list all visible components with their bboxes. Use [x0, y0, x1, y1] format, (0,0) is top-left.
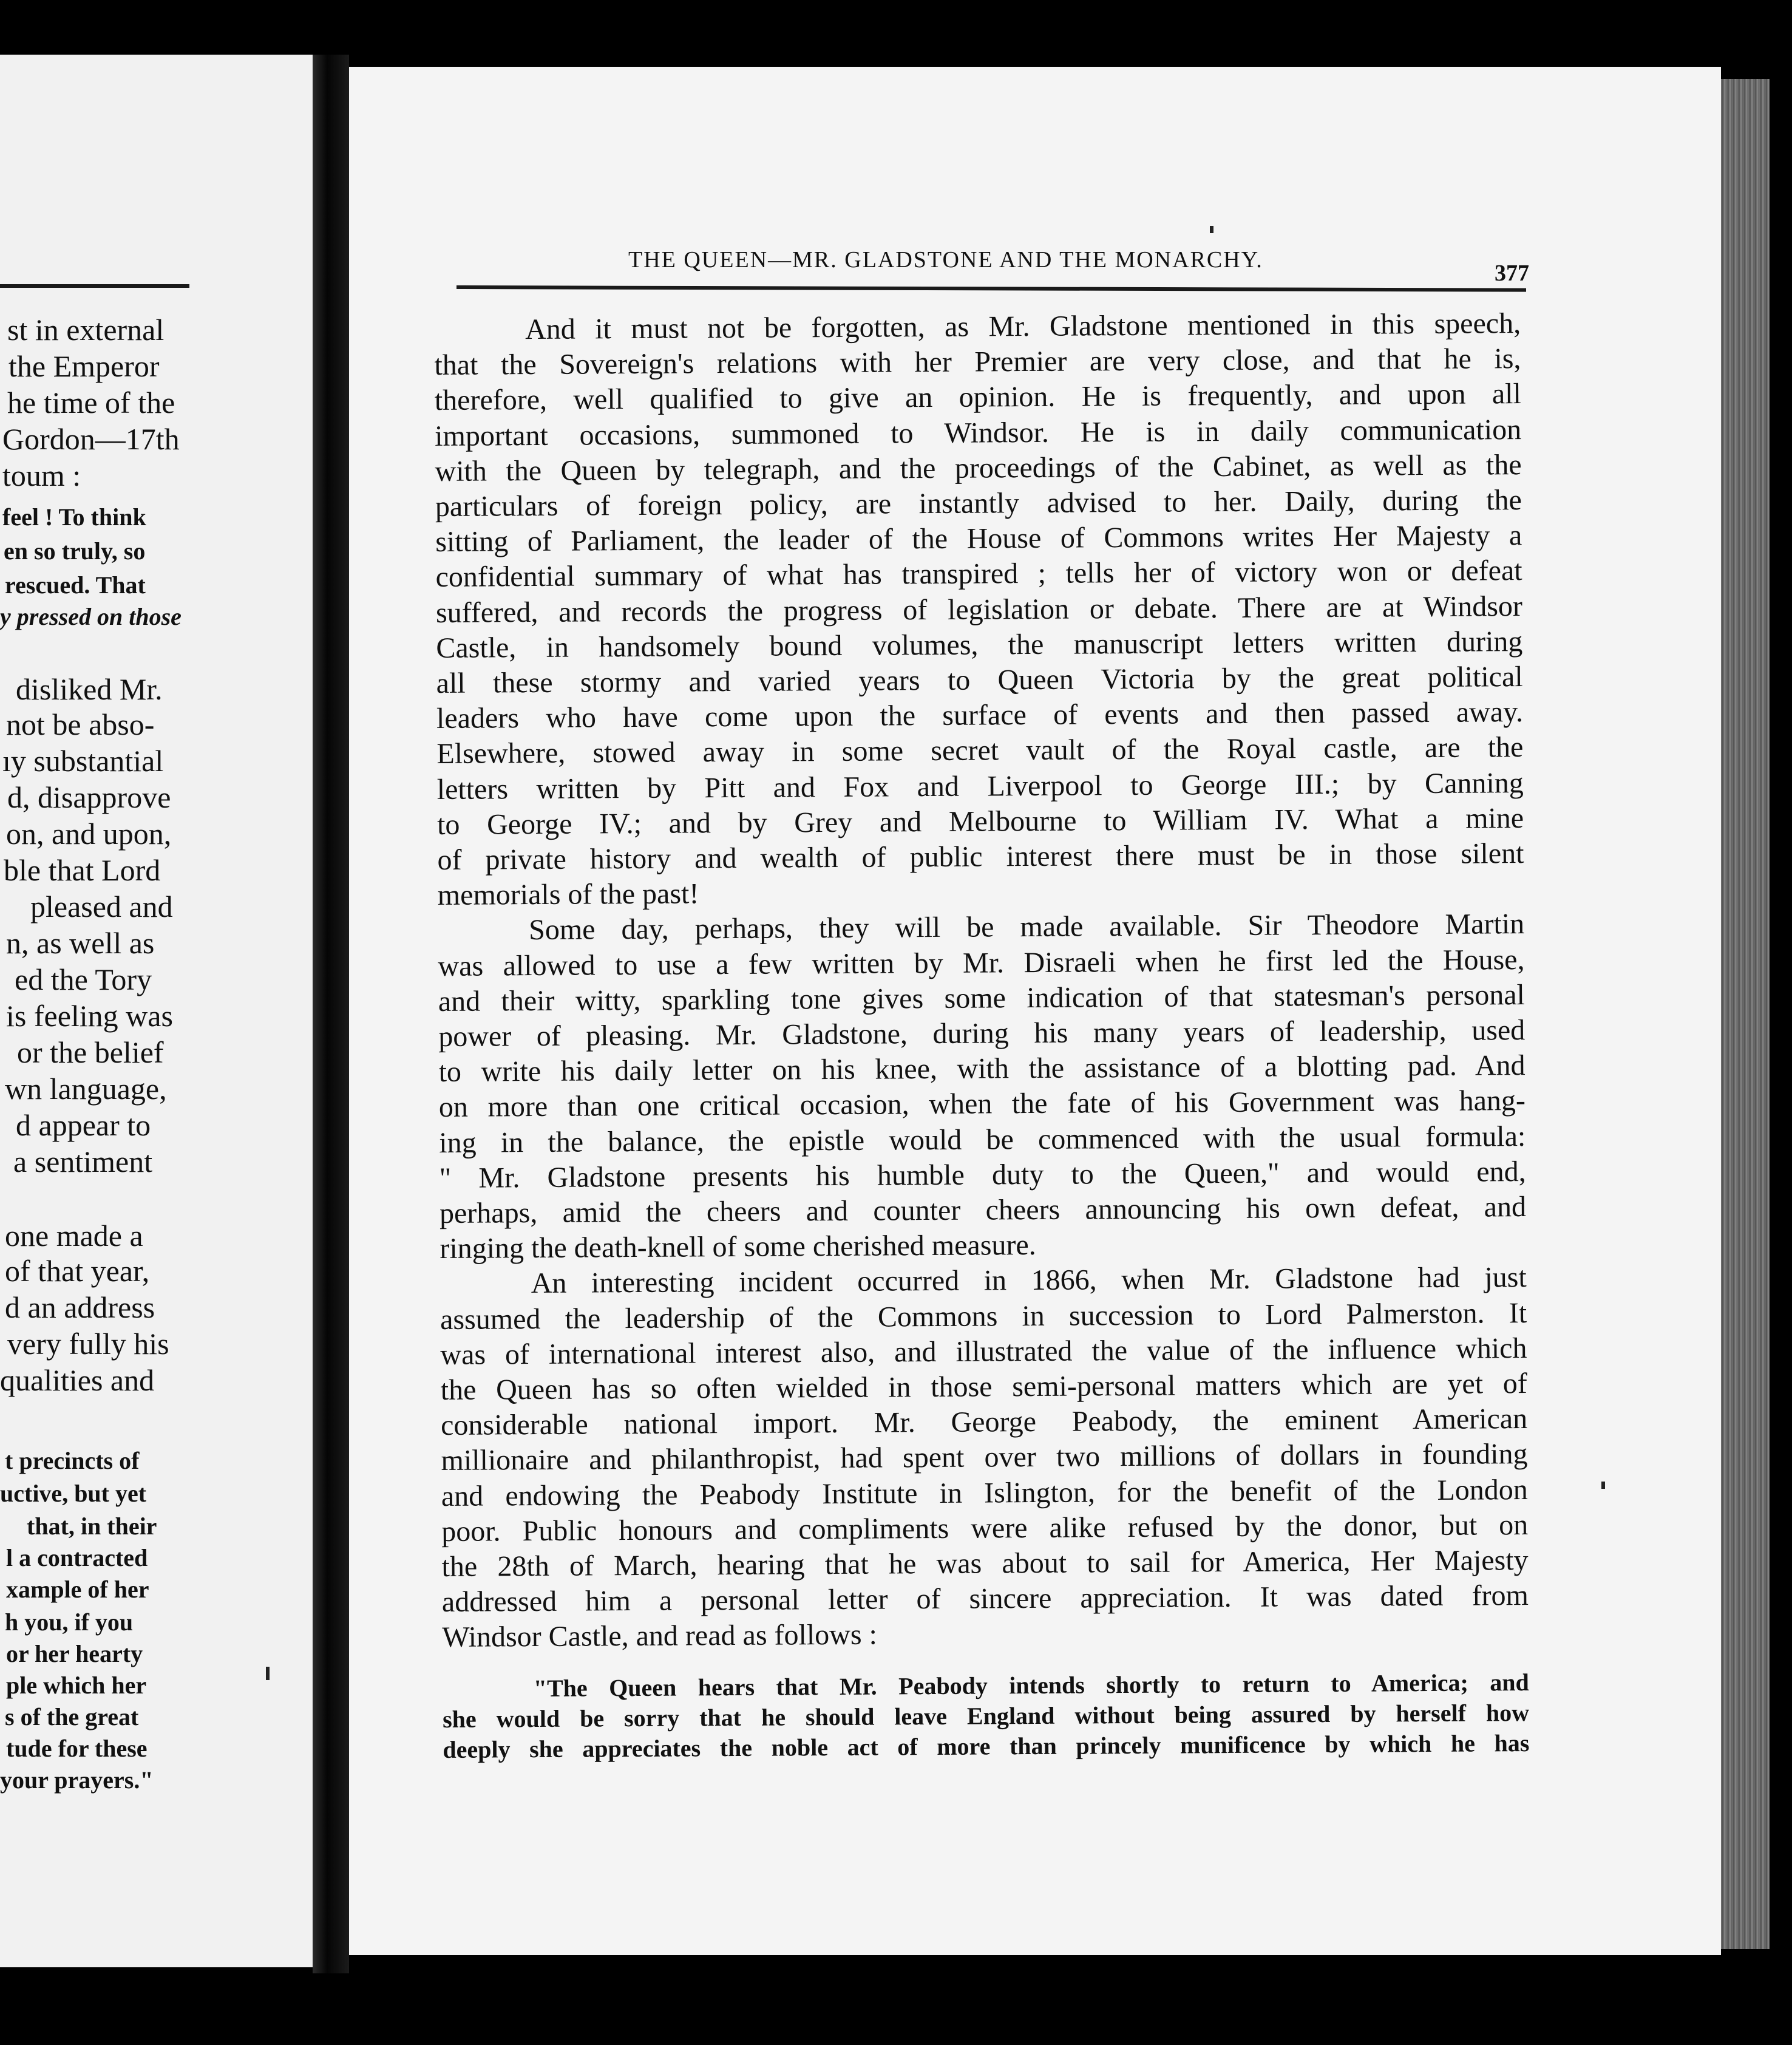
quoted-letter-line: she would be sorry that he should leave England without being assured by herself how	[442, 1698, 1530, 1733]
left-page-line: y pressed on those	[0, 603, 182, 630]
body-line: letters written by Pitt and Fox and Liverpool to George III.; by Canning	[436, 766, 1524, 806]
body-line: and endowing the Peabody Institute in Islington, for the benefit of the London	[441, 1473, 1529, 1512]
body-line: confidential summary of what has transpired ; tells her of victory won or defeat	[435, 554, 1522, 594]
left-page-line: one made a	[5, 1219, 143, 1253]
left-page-line: ble that Lord	[4, 853, 161, 887]
left-page-line: qualities and	[0, 1363, 155, 1397]
left-page-line: pleased and	[30, 890, 173, 924]
quoted-letter-line: "The Queen hears that Mr. Peabody intends shortly to return to America; and	[533, 1668, 1529, 1702]
body-line: memorials of the past!	[437, 877, 699, 912]
print-speck	[1210, 226, 1213, 233]
page-edge-stack	[1721, 79, 1770, 1949]
body-text	[434, 309, 1536, 1834]
left-page-line: ed the Tory	[15, 962, 152, 996]
left-page-line: of that year,	[5, 1254, 150, 1288]
left-page-line: uctive, but yet	[0, 1480, 147, 1507]
left-page-line: or her hearty	[6, 1640, 143, 1667]
left-page-line: a sentiment	[13, 1145, 153, 1179]
print-speck	[266, 1667, 270, 1680]
body-line: therefore, well qualified to give an opinion. He is frequently, and upon all	[434, 378, 1521, 417]
left-page-line: toum :	[2, 458, 81, 492]
book-gutter	[313, 55, 349, 1973]
left-page-line: wn language,	[5, 1072, 167, 1106]
body-line: of private history and wealth of public interest there must be in those silent	[437, 837, 1524, 876]
body-line: leaders who have come upon the surface of events and then passed away.	[436, 696, 1524, 735]
body-line: ringing the death-knell of some cherished measure.	[440, 1229, 1036, 1265]
left-page-line: rescued. That	[5, 571, 146, 599]
left-page-line: st in external	[7, 313, 165, 347]
left-page-line: is feeling was	[6, 999, 173, 1033]
body-line: ing in the balance, the epistle would be commenced with the usual formula:	[439, 1120, 1526, 1159]
left-page-line: s of the great	[5, 1703, 139, 1730]
left-page-line: d, disapprove	[7, 780, 171, 814]
body-line: addressed him a personal letter of sincere appreciation. It was dated from	[441, 1579, 1529, 1619]
left-page-line: en so truly, so	[4, 537, 146, 565]
left-page-line: d appear to	[16, 1108, 151, 1142]
left-page-line: ıy substantial	[2, 744, 164, 778]
body-line: " Mr. Gladstone presents his humble duty to the Queen," and would end,	[439, 1155, 1526, 1194]
left-page-line: that, in their	[27, 1512, 157, 1540]
body-line: particulars of foreign policy, are instantly advised to her. Daily, during the	[435, 484, 1522, 523]
body-line: all these stormy and varied years to Queen Victoria by the great political	[436, 661, 1523, 699]
body-line: sitting of Parliament, the leader of the House of Commons writes Her Majesty a	[435, 519, 1522, 559]
body-line: Elsewhere, stowed away in some secret vault of the Royal castle, are the	[436, 731, 1524, 771]
body-line: assumed the leadership of the Commons in succession to Lord Palmerston. It	[440, 1296, 1527, 1336]
left-header-rule	[0, 284, 189, 288]
body-line: Windsor Castle, and read as follows :	[442, 1618, 878, 1654]
left-page-line: very fully his	[7, 1327, 169, 1361]
body-line: And it must not be forgotten, as Mr. Gladstone mentioned in this speech,	[524, 307, 1521, 346]
running-head: THE QUEEN—MR. GLADSTONE AND THE MONARCHY.	[628, 247, 1263, 273]
left-page-line: Gordon—17th	[2, 422, 180, 456]
body-line: perhaps, amid the cheers and counter cheers announcing his own defeat, and	[439, 1191, 1527, 1230]
left-page	[0, 55, 321, 1967]
left-page-line: on, and upon,	[6, 817, 172, 851]
left-page-line: ple which her	[6, 1672, 147, 1699]
body-line: to George IV.; and by Grey and Melbourne to William IV. What a mine	[436, 801, 1524, 841]
left-page-line: l a contracted	[6, 1544, 148, 1571]
body-line: poor. Public honours and compliments were alike refused by the donor, but on	[441, 1508, 1529, 1548]
left-page-line: not be abso-	[6, 707, 155, 741]
left-page-line: feel ! To think	[2, 503, 146, 531]
left-page-line: h you, if you	[5, 1608, 134, 1636]
left-page-line: n, as well as	[6, 926, 155, 960]
left-page-line: d an address	[5, 1290, 155, 1324]
body-line: important occasions, summoned to Windsor. He is in daily communication	[435, 413, 1522, 452]
body-line: was of international interest also, and illustrated the value of the influence which	[440, 1332, 1527, 1371]
body-line: with the Queen by telegraph, and the proceedings of the Cabinet, as well as the	[435, 448, 1522, 488]
left-page-line: t precincts of	[5, 1447, 140, 1474]
left-page-line: the Emperor	[8, 349, 160, 383]
page-number: 377	[1495, 260, 1529, 286]
left-page-line: he time of the	[7, 386, 175, 420]
body-line: that the Sovereign's relations with her Premier are very close, and that he is,	[434, 342, 1521, 382]
left-page-line: disliked Mr.	[16, 672, 163, 706]
body-line: was allowed to use a few written by Mr. Disraeli when he first led the House,	[438, 943, 1525, 982]
body-line: Castle, in handsomely bound volumes, the manuscript letters written during	[436, 625, 1523, 664]
body-line: to write his daily letter on his knee, with the assistance of a blotting pad. And	[438, 1049, 1526, 1089]
body-line: on more than one critical occasion, when the fate of his Government was hang-	[438, 1084, 1526, 1124]
body-line: and their witty, sparkling tone gives some indication of that statesman's personal	[438, 978, 1526, 1018]
body-line: Some day, perhaps, they will be made available. Sir Theodore Martin	[529, 908, 1525, 947]
left-page-line: or the belief	[17, 1035, 164, 1069]
body-line: suffered, and records the progress of legislation or debate. There are at Windsor	[435, 590, 1523, 629]
body-line: power of pleasing. Mr. Gladstone, during his many years of leadership, used	[438, 1014, 1526, 1053]
print-speck	[1601, 1482, 1605, 1489]
body-line: the 28th of March, hearing that he was about to sail for America, Her Majesty	[441, 1544, 1529, 1583]
left-page-line: your prayers."	[0, 1766, 154, 1794]
body-line: the Queen has so often wielded in those semi-personal matters which are yet of	[440, 1367, 1527, 1406]
left-page-line: tude for these	[6, 1735, 148, 1762]
body-line: considerable national import. Mr. George Peabody, the eminent American	[441, 1403, 1528, 1442]
quoted-letter-line: deeply she appreciates the noble act of more than princely munificence by which he has	[443, 1729, 1530, 1763]
body-line: millionaire and philanthropist, had spent over two millions of dollars in founding	[441, 1438, 1528, 1477]
left-page-line: xample of her	[6, 1576, 149, 1603]
body-line: An interesting incident occurred in 1866, when Mr. Gladstone had just	[531, 1261, 1527, 1300]
